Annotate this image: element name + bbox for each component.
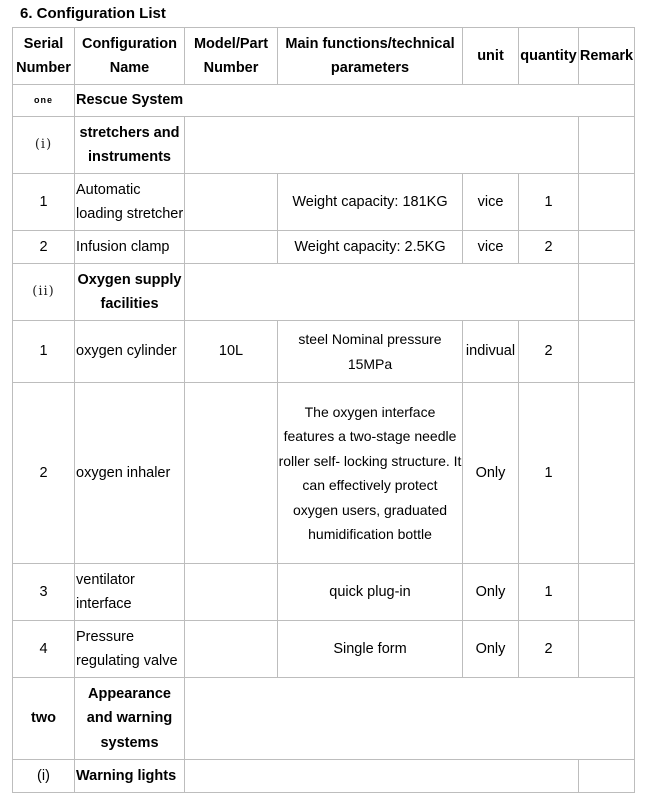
table-row (13, 231, 635, 264)
unit-cell: vice (463, 231, 519, 264)
table-row (13, 621, 635, 678)
header-serial-number: Serial Number (13, 28, 75, 85)
serial-cell: 3 (13, 564, 75, 621)
configuration-name-cell: oxygen cylinder (75, 321, 185, 383)
table-row (13, 117, 635, 174)
serial-cell: two (13, 678, 75, 760)
table-row (13, 321, 635, 383)
serial-cell: 1 (13, 174, 75, 231)
serial-cell: (i) (13, 117, 75, 174)
section-title-cell: Rescue System (75, 85, 635, 117)
header-remark: Remark (579, 28, 635, 85)
model-cell (185, 383, 278, 564)
parameters-cell: quick plug-in (278, 564, 463, 621)
remark-cell (579, 231, 635, 264)
header-unit: unit (463, 28, 519, 85)
configuration-name-cell: ventilator interface (75, 564, 185, 621)
unit-cell: Only (463, 564, 519, 621)
model-cell (185, 231, 278, 264)
table-row (13, 383, 635, 564)
serial-cell: 4 (13, 621, 75, 678)
remark-cell (579, 321, 635, 383)
empty-cell (185, 678, 635, 760)
model-cell (185, 564, 278, 621)
serial-cell: (ii) (13, 264, 75, 321)
parameters-cell: The oxygen interface features a two-stage needle roller self- locking structure. It can effectively protect oxygen users, graduated humidification bottle (278, 383, 463, 564)
configuration-table (12, 27, 635, 793)
parameters-cell: Weight capacity: 181KG (278, 174, 463, 231)
remark-cell (579, 564, 635, 621)
model-cell: 10L (185, 321, 278, 383)
configuration-name-cell: Pressure regulating valve (75, 621, 185, 678)
quantity-cell: 1 (519, 564, 579, 621)
header-main-functions: Main functions/technical parameters (278, 28, 463, 85)
serial-cell: one (13, 85, 75, 117)
parameters-cell: steel Nominal pressure 15MPa (278, 321, 463, 383)
parameters-cell: Single form (278, 621, 463, 678)
header-quantity: quantity (519, 28, 579, 85)
table-row (13, 760, 635, 793)
table-row (13, 564, 635, 621)
serial-cell: 2 (13, 231, 75, 264)
table-row (13, 85, 635, 117)
unit-cell: vice (463, 174, 519, 231)
unit-cell: indivual (463, 321, 519, 383)
subsection-title-cell: stretchers and instruments (75, 117, 185, 174)
table-row (13, 678, 635, 760)
remark-cell (579, 383, 635, 564)
section-title-cell: Appearance and warning systems (75, 678, 185, 760)
quantity-cell: 2 (519, 231, 579, 264)
parameters-cell: Weight capacity: 2.5KG (278, 231, 463, 264)
serial-cell: 2 (13, 383, 75, 564)
remark-cell (579, 117, 635, 174)
configuration-name-cell: oxygen inhaler (75, 383, 185, 564)
configuration-name-cell: Infusion clamp (75, 231, 185, 264)
model-cell (185, 174, 278, 231)
quantity-cell: 2 (519, 321, 579, 383)
unit-cell: Only (463, 621, 519, 678)
subsection-title-cell: Oxygen supply facilities (75, 264, 185, 321)
remark-cell (579, 174, 635, 231)
table-row (13, 264, 635, 321)
header-model-part-number: Model/Part Number (185, 28, 278, 85)
subsection-title-cell: Warning lights (75, 760, 185, 793)
empty-cell (185, 264, 579, 321)
quantity-cell: 2 (519, 621, 579, 678)
empty-cell (185, 760, 579, 793)
model-cell (185, 621, 278, 678)
header-configuration-name: Configuration Name (75, 28, 185, 85)
empty-cell (185, 117, 579, 174)
remark-cell (579, 621, 635, 678)
serial-cell: (i) (13, 760, 75, 793)
unit-cell: Only (463, 383, 519, 564)
configuration-name-cell: Automatic loading stretcher (75, 174, 185, 231)
quantity-cell: 1 (519, 383, 579, 564)
serial-cell: 1 (13, 321, 75, 383)
table-row (13, 174, 635, 231)
table-header-row (13, 28, 635, 85)
remark-cell (579, 760, 635, 793)
remark-cell (579, 264, 635, 321)
document-title: 6. Configuration List (20, 5, 166, 22)
quantity-cell: 1 (519, 174, 579, 231)
